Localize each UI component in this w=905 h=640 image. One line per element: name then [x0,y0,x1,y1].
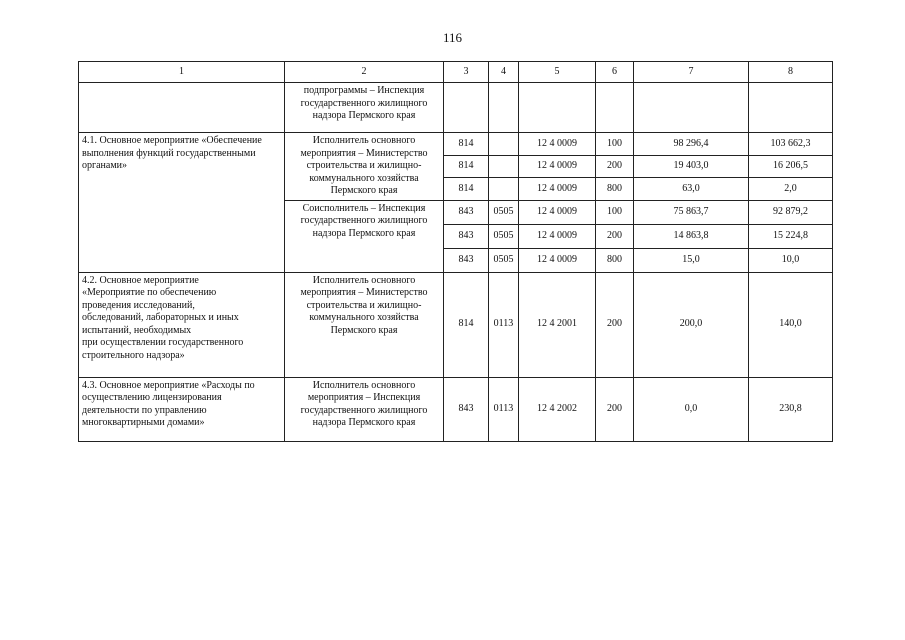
name-line: обследований, лабораторных и иных [82,312,239,323]
cell-col6: 200 [596,224,634,248]
cell-col3: 814 [444,133,489,156]
cell-col5: 12 4 0009 [519,248,596,272]
cell-col7: 15,0 [634,248,749,272]
cell-col5: 12 4 0009 [519,224,596,248]
header-cell-7: 7 [634,62,749,83]
name-line: при осуществлении государственного [82,337,244,348]
cell-col8: 10,0 [749,248,833,272]
cell-col6: 200 [596,377,634,441]
cell-col8: 140,0 [749,272,833,377]
header-cell-2: 2 [285,62,444,83]
header-cell-1: 1 [79,62,285,83]
cell-col4 [489,155,519,178]
page-number: 116 [442,30,463,45]
cell-col4: 0113 [489,377,519,441]
continuation-row [79,83,833,133]
name-line: испытаний, необходимых [82,324,192,336]
header-cell-5: 5 [519,62,596,83]
cell-col4: 0113 [489,272,519,377]
header-cell-6: 6 [596,62,634,83]
measure-4-3-name: 4.3. Основное мероприятие «Расходы по осуществлению лицензирования деятельности по управлению многоквартирными домами» [79,377,285,441]
cell-col6: 200 [596,155,634,178]
budget-table [78,61,833,442]
header-cell-3: 3 [444,62,489,83]
cell-col5: 12 4 0009 [519,133,596,156]
header-cell-4: 4 [489,62,519,83]
cell-col3: 814 [444,178,489,201]
table-row [79,377,833,441]
name-line: проведения исследований, [82,299,195,311]
cell-col7: 14 863,8 [634,224,749,248]
cell-col3: 814 [444,272,489,377]
cell-col3: 843 [444,224,489,248]
name-line: «Мероприятие по обеспечению [82,287,217,298]
cell-col6: 800 [596,178,634,201]
cell-col7: 200,0 [634,272,749,377]
cell-col6: 200 [596,272,634,377]
cell-col5: 12 4 2001 [519,272,596,377]
continuation-executor: подпрограммы – Инспекция государственного жилищного надзора Пермского края [285,83,444,133]
cell-col3: 843 [444,248,489,272]
cell-col5: 12 4 2002 [519,377,596,441]
cell-col6: 800 [596,248,634,272]
cell-col3: 843 [444,377,489,441]
measure-4-1-executor: Исполнитель основного мероприятия – Министерство строительства и жилищно-коммунального хозяйства Пермского края [285,133,444,201]
cell-col3: 843 [444,200,489,224]
cell-col8: 16 206,5 [749,155,833,178]
cell-col4: 0505 [489,224,519,248]
cell-col7: 0,0 [634,377,749,441]
measure-4-1-co-executor: Соисполнитель – Инспекция государственного жилищного надзора Пермского края [285,200,444,272]
cell-col4: 0505 [489,200,519,224]
cell-col4 [489,178,519,201]
cell-col7: 98 296,4 [634,133,749,156]
cell-col8: 15 224,8 [749,224,833,248]
cell-col8: 103 662,3 [749,133,833,156]
measure-4-3-executor: Исполнитель основного мероприятия – Инспекция государственного жилищного надзора Пермского края [285,377,444,441]
measure-4-2-name [79,272,285,377]
measure-4-1-name: 4.1. Основное мероприятие «Обеспечение выполнения функций государственными органами» [79,133,285,273]
cell-col5: 12 4 0009 [519,200,596,224]
cell-col8: 230,8 [749,377,833,441]
cell-col4 [489,133,519,156]
cell-col7: 63,0 [634,178,749,201]
name-line: строительного надзора» [82,349,185,361]
continuation-name-cell [79,83,285,133]
header-cell-8: 8 [749,62,833,83]
cell-col6: 100 [596,133,634,156]
header-row [79,62,833,83]
cell-col4: 0505 [489,248,519,272]
cell-col5: 12 4 0009 [519,178,596,201]
cell-col5: 12 4 0009 [519,155,596,178]
measure-4-2-executor: Исполнитель основного мероприятия – Министерство строительства и жилищно-коммунального хозяйства Пермского края [285,272,444,377]
table-row [79,133,833,156]
cell-col8: 92 879,2 [749,200,833,224]
cell-col3: 814 [444,155,489,178]
cell-col8: 2,0 [749,178,833,201]
cell-col7: 19 403,0 [634,155,749,178]
cell-col6: 100 [596,200,634,224]
name-line: 4.2. Основное мероприятие [82,274,199,286]
cell-col7: 75 863,7 [634,200,749,224]
table-row [79,272,833,377]
